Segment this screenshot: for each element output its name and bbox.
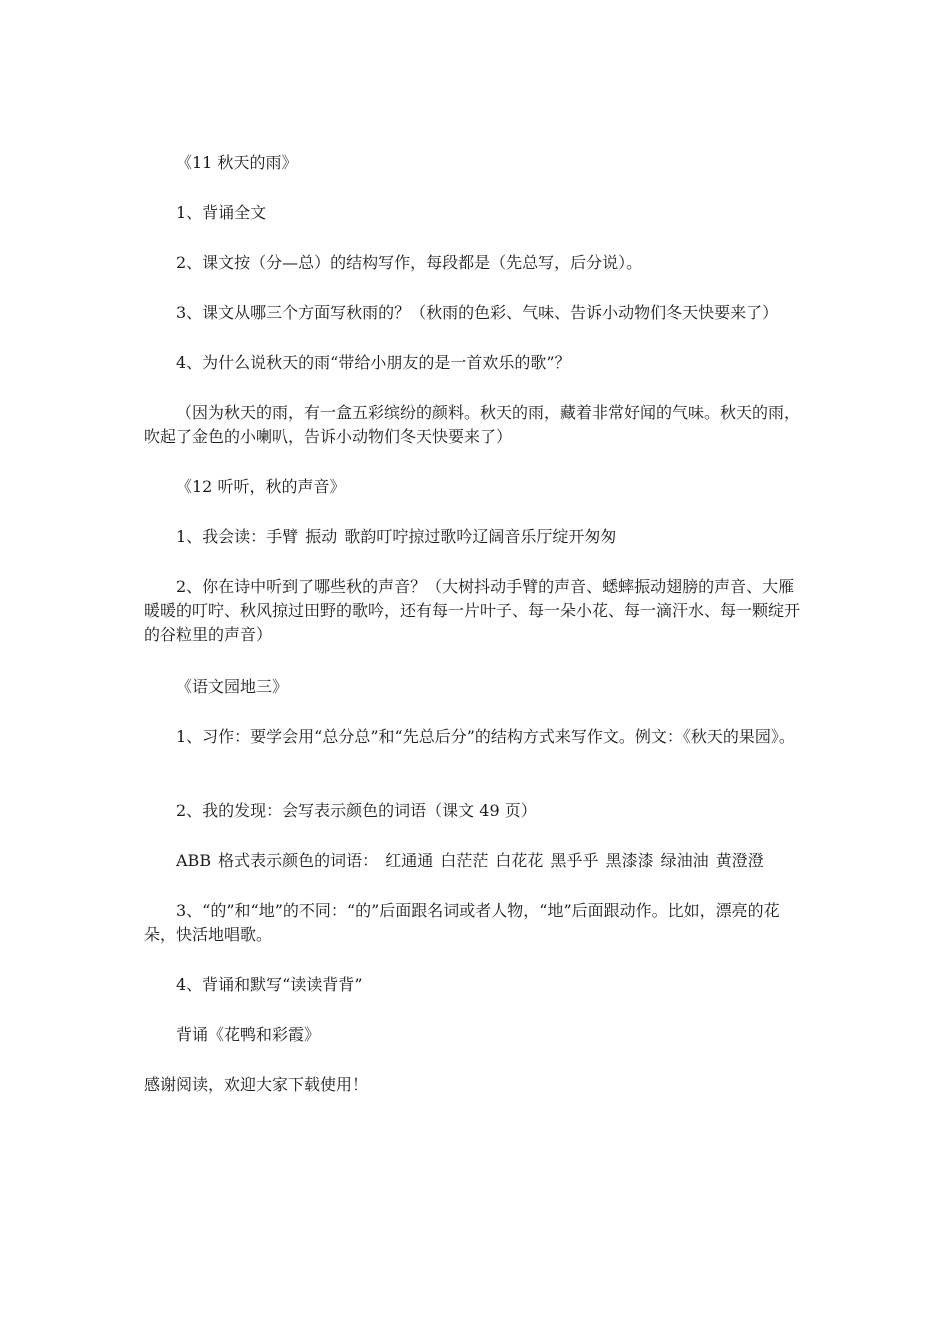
garden3-abb-words: ABB 格式表示颜色的词语： 红通通 白茫茫 白花花 黑乎乎 黑漆漆 绿油油 黄澄澄 <box>176 851 764 870</box>
garden3-item-discovery: 2、我的发现：会写表示颜色的词语（课文 49 页） <box>176 801 537 820</box>
lesson12-title: 《12 听听，秋的声音》 <box>176 477 346 496</box>
lesson11-title: 《11 秋天的雨》 <box>176 153 298 172</box>
lesson11-item-aspects: 3、课文从哪三个方面写秋雨的？（秋雨的色彩、气味、告诉小动物们冬天快要来了） <box>176 303 779 322</box>
garden3-item-de-di: 3、“的”和“地”的不同：“的”后面跟名词或者人物，“地”后面跟动作。比如，漂亮的花朵，快活地唱歌。 <box>144 901 780 944</box>
closing-note: 感谢阅读，欢迎大家下载使用！ <box>144 1075 369 1094</box>
lesson11-item-recite: 1、背诵全文 <box>176 203 267 222</box>
lesson11-item-structure: 2、课文按（分—总）的结构写作，每段都是（先总写，后分说）。 <box>176 253 643 272</box>
lesson11-answer: （因为秋天的雨，有一盒五彩缤纷的颜料。秋天的雨，藏着非常好闻的气味。秋天的雨，吹起了金色的小喇叭，告诉小动物们冬天快要来了） <box>144 403 801 446</box>
lesson12-item-reading: 1、我会读：手臂 振动 歌韵叮咛掠过歌吟辽阔音乐厅绽开匆匆 <box>176 527 617 546</box>
garden3-recite-poem: 背诵《花鸭和彩霞》 <box>176 1025 321 1044</box>
garden3-title: 《语文园地三》 <box>176 677 289 696</box>
garden3-item-writing: 1、习作：要学会用“总分总”和“先总后分”的结构方式来写作文。例文：《秋天的果园》。 <box>176 727 795 746</box>
garden3-item-recite: 4、背诵和默写“读读背背” <box>176 975 363 994</box>
lesson12-item-sounds: 2、你在诗中听到了哪些秋的声音？（大树抖动手臂的声音、蟋蟀振动翅膀的声音、大雁暖暖的叮咛、秋风掠过田野的歌吟，还有每一片叶子、每一朵小花、每一滴汗水、每一颗绽开的谷粒里的声音） <box>144 577 801 644</box>
lesson11-item-question: 4、为什么说秋天的雨“带给小朋友的是一首欢乐的歌”？ <box>176 353 571 372</box>
